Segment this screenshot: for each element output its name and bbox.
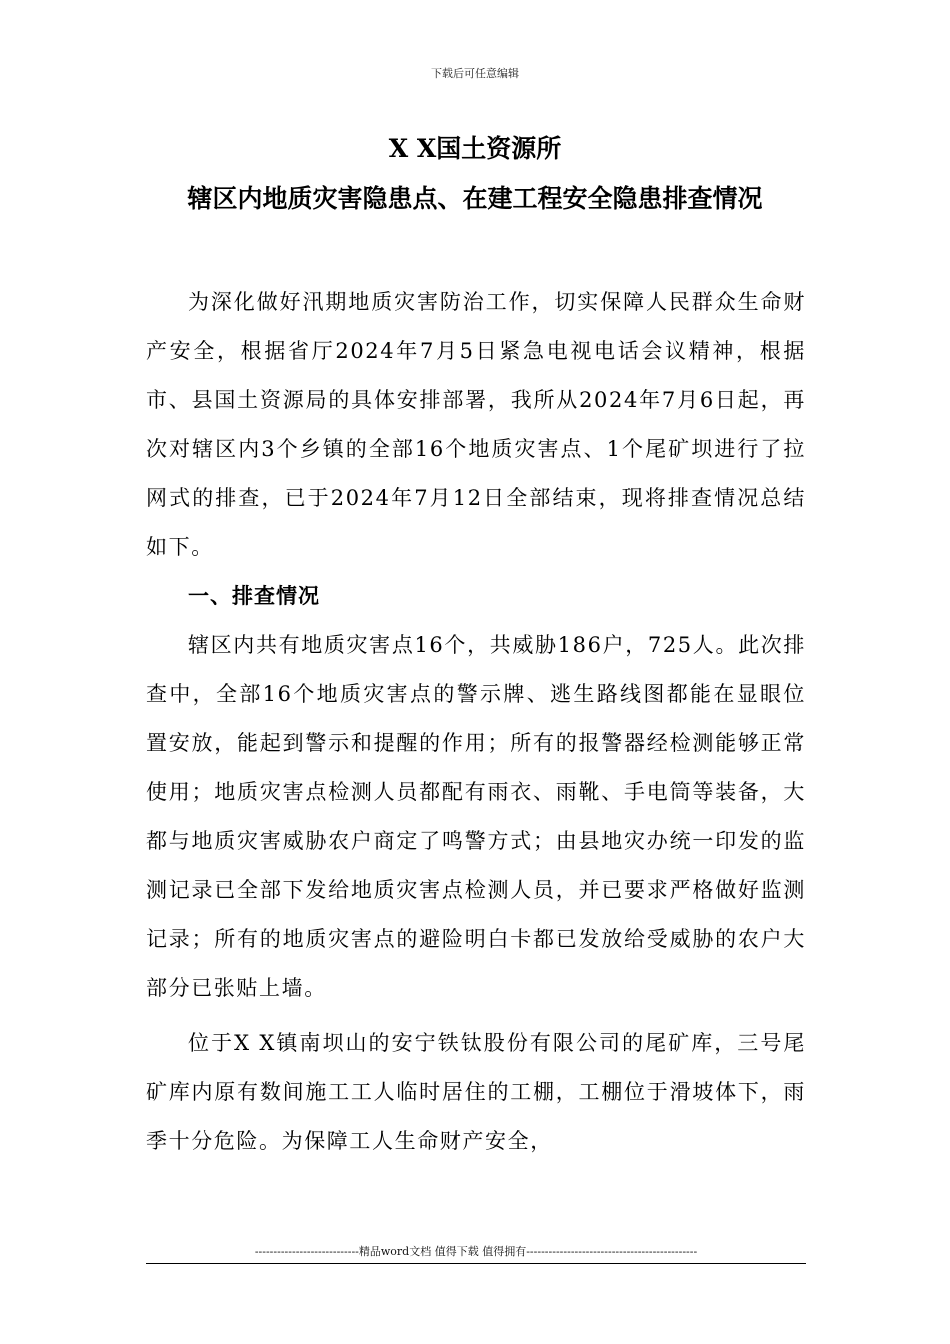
section-paragraph-hazard-points: 辖区内共有地质灾害点16个，共威胁186户，725人。此次排查中，全部16个地质灾害点的警示牌、逃生路线图都能在显眼位置安放，能起到警示和提醒的作用；所有的报警器经检测能够正常使用；地质灾害点检测人员都配有雨衣、雨靴、手电筒等装备，大都与地质灾害威胁农户商定了鸣警方式；由县地灾办统一印发的监测记录已全部下发给地质灾害点检测人员，并已要求严格做好监测记录；所有的地质灾害点的避险明白卡都已发放给受威胁的农户大部分已张贴上墙。 — [146, 633, 806, 1000]
section-heading-investigation: 一、排查情况 — [188, 584, 320, 608]
document-body — [146, 278, 806, 1166]
document-title-line-2: 辖区内地质灾害隐患点、在建工程安全隐患排查情况 — [187, 184, 763, 213]
footer-divider — [146, 1263, 806, 1264]
page-header-note: 下载后可任意编辑 — [431, 67, 519, 80]
section-paragraph-tailings-dam: 位于X X镇南坝山的安宁铁钛股份有限公司的尾矿库，三号尾矿库内原有数间施工工人临时居住的工棚，工棚位于滑坡体下，雨季十分危险。为保障工人生命财产安全， — [146, 1031, 806, 1153]
intro-paragraph: 为深化做好汛期地质灾害防治工作，切实保障人民群众生命财产安全，根据省厅2024年7月5日紧急电视电话会议精神，根据市、县国土资源局的具体安排部署，我所从2024年7月6日起，再次对辖区内3个乡镇的全部16个地质灾害点、1个尾矿坝进行了拉网式的排查，已于2024年7月12日全部结束，现将排查情况总结如下。 — [146, 290, 806, 559]
page-footer-note: ----------------------------精品word文档 值得下载 值得拥有---------------------------------------------- — [254, 1245, 698, 1258]
document-title-line-1: X X国土资源所 — [388, 134, 562, 163]
